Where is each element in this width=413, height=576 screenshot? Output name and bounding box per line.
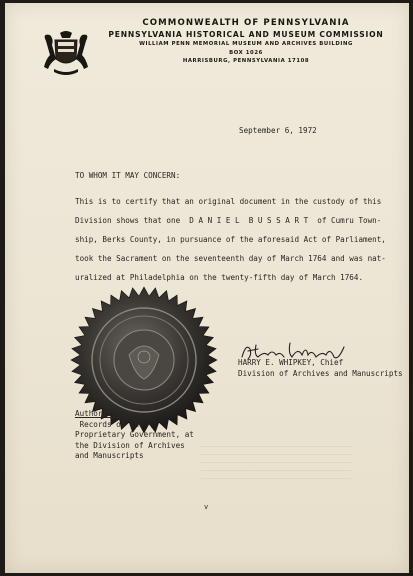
salutation: TO WHOM IT MAY CONCERN: <box>75 171 181 180</box>
authority-line: Proprietary Government, at <box>75 430 194 439</box>
certificate-page <box>5 3 409 573</box>
authority-text: Records of the <box>75 419 144 429</box>
page-number: v <box>204 503 209 511</box>
body-line: uralized at Philadelphia on the twenty-fifth day of March 1764. <box>75 273 364 282</box>
body-line: took the Sacrament on the seventeenth day of March 1764 and was nat- <box>75 254 386 263</box>
signer-division: Division of Archives and Manuscripts <box>238 369 403 378</box>
letterhead-commonwealth: COMMONWEALTH OF PENNSYLVANIA <box>142 18 350 28</box>
body-line: This is to certify that an original document in the custody of this <box>75 197 382 206</box>
authority-line: the Division of Archives <box>75 440 185 450</box>
authority-line: and Manuscripts <box>75 451 144 460</box>
signer-name: HARRY E. WHIPKEY, Chief <box>238 358 344 367</box>
body-line: Division shows that one D A N I E L B U S S A R T of Cumru Town- <box>75 216 382 225</box>
letter-date: September 6, 1972 <box>239 126 317 135</box>
letterhead-city: HARRISBURG, PENNSYLVANIA 17108 <box>182 58 310 64</box>
letterhead-building: WILLIAM PENN MEMORIAL MUSEUM AND ARCHIVES BUILDING <box>139 41 353 47</box>
letterhead <box>101 18 391 66</box>
letterhead-commission: PENNSYLVANIA HISTORICAL AND MUSEUM COMMISSION <box>108 30 384 39</box>
pennsylvania-coat-of-arms-icon <box>40 29 92 77</box>
authority-line <box>75 409 194 430</box>
bleed-through-texture <box>201 439 351 479</box>
body-line: ship, Berks County, in pursuance of the aforesaid Act of Parliament, <box>75 235 386 244</box>
authority-label: Authority: <box>75 409 121 418</box>
certification-paragraph <box>75 192 405 287</box>
authority-note <box>75 409 194 462</box>
letterhead-box: BOX 1026 <box>229 50 263 56</box>
signer-block <box>238 357 403 379</box>
